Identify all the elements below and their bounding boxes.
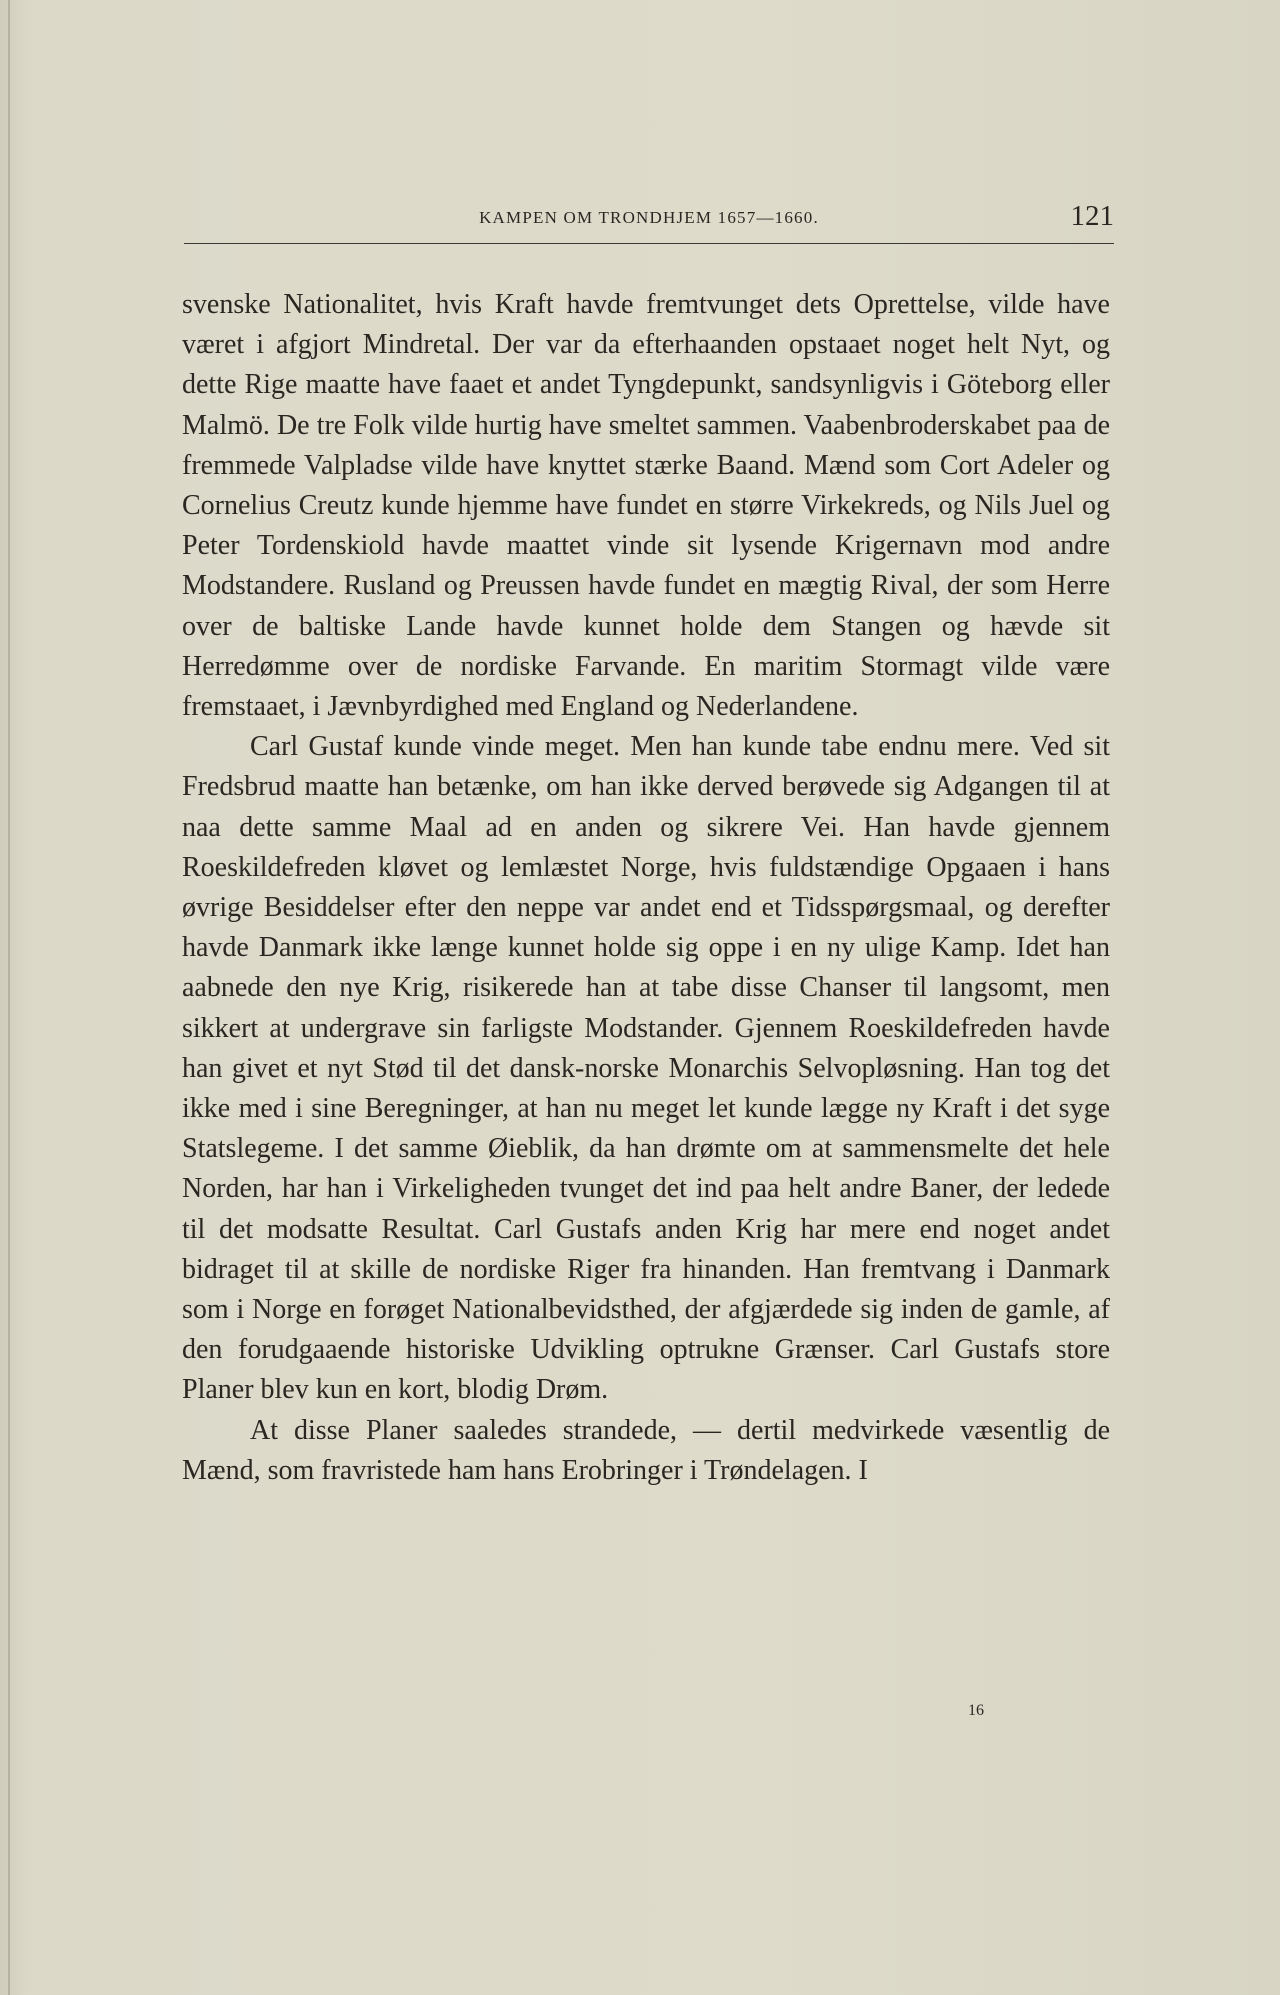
- page-spine-edge: [8, 0, 10, 1995]
- body-text: [182, 285, 1110, 1491]
- paragraph-2: Carl Gustaf kunde vinde meget. Men han kunde tabe endnu mere. Ved sit Fredsbrud maatte han betænke, om han ikke derved berøvede sig Adgangen til at naa dette samme Maal ad en anden og sikrere Vei. Han havde gjennem Roeskildefreden kløvet og lemlæstet Norge, hvis fuldstændige Opgaaen i hans øvrige Besiddelser efter den neppe var andet end et Tidsspørgsmaal, og derefter havde Danmark ikke længe kunnet holde sig oppe i en ny ulige Kamp. Idet han aabnede den nye Krig, risikerede han at tabe disse Chanser til langsomt, men sikkert at undergrave sin farligste Modstander. Gjennem Roeskildefreden havde han givet et nyt Stød til det dansk-norske Monarchis Selvopløsning. Han tog det ikke med i sine Beregninger, at han nu meget let kunde lægge ny Kraft i det syge Statslegeme. I det samme Øieblik, da han drømte om at sammensmelte det hele Norden, har han i Virkeligheden tvunget det ind paa helt andre Baner, der ledede til det modsatte Resultat. Carl Gustafs anden Krig har mere end noget andet bidraget til at skille de nordiske Riger fra hinanden. Han fremtvang i Danmark som i Norge en forøget Nationalbevidsthed, der afgjærdede sig inden de gamle, af den forudgaaende historiske Udvikling optrukne Grænser. Carl Gustafs store Planer blev kun en kort, blodig Drøm.: [182, 731, 1110, 1406]
- running-title: KAMPEN OM TRONDHJEM 1657—1660.: [479, 208, 819, 227]
- paragraph-3: At disse Planer saaledes strandede, — dertil medvirkede væsentlig de Mænd, som fravristede ham hans Erobringer i Trøndelagen. I: [182, 1414, 1110, 1486]
- header-rule: [184, 243, 1114, 244]
- page-number: 121: [1070, 200, 1114, 232]
- paragraph-1: svenske Nationalitet, hvis Kraft havde fremtvunget dets Oprettelse, vilde have været i afgjort Mindretal. Der var da efterhaanden opstaaet noget helt Nyt, og dette Rige maatte have faaet et andet Tyngdepunkt, sandsynligvis i Göteborg eller Malmö. De tre Folk vilde hurtig have smeltet sammen. Vaabenbroderskabet paa de fremmede Valpladse vilde have knyttet stærke Baand. Mænd som Cort Adeler og Cornelius Creutz kunde hjemme have fundet en større Virkekreds, og Nils Juel og Peter Tordenskiold havde maattet vinde sit lysende Krigernavn mod andre Modstandere. Rusland og Preussen havde fundet en mægtig Rival, der som Herre over de baltiske Lande havde kunnet holde dem Stangen og hævde sit Herredømme over de nordiske Farvande. En maritim Stormagt vilde være fremstaaet, i Jævnbyrdighed med England og Nederlandene.: [182, 289, 1110, 723]
- running-head: [184, 200, 1114, 240]
- signature-mark: 16: [968, 1702, 984, 1719]
